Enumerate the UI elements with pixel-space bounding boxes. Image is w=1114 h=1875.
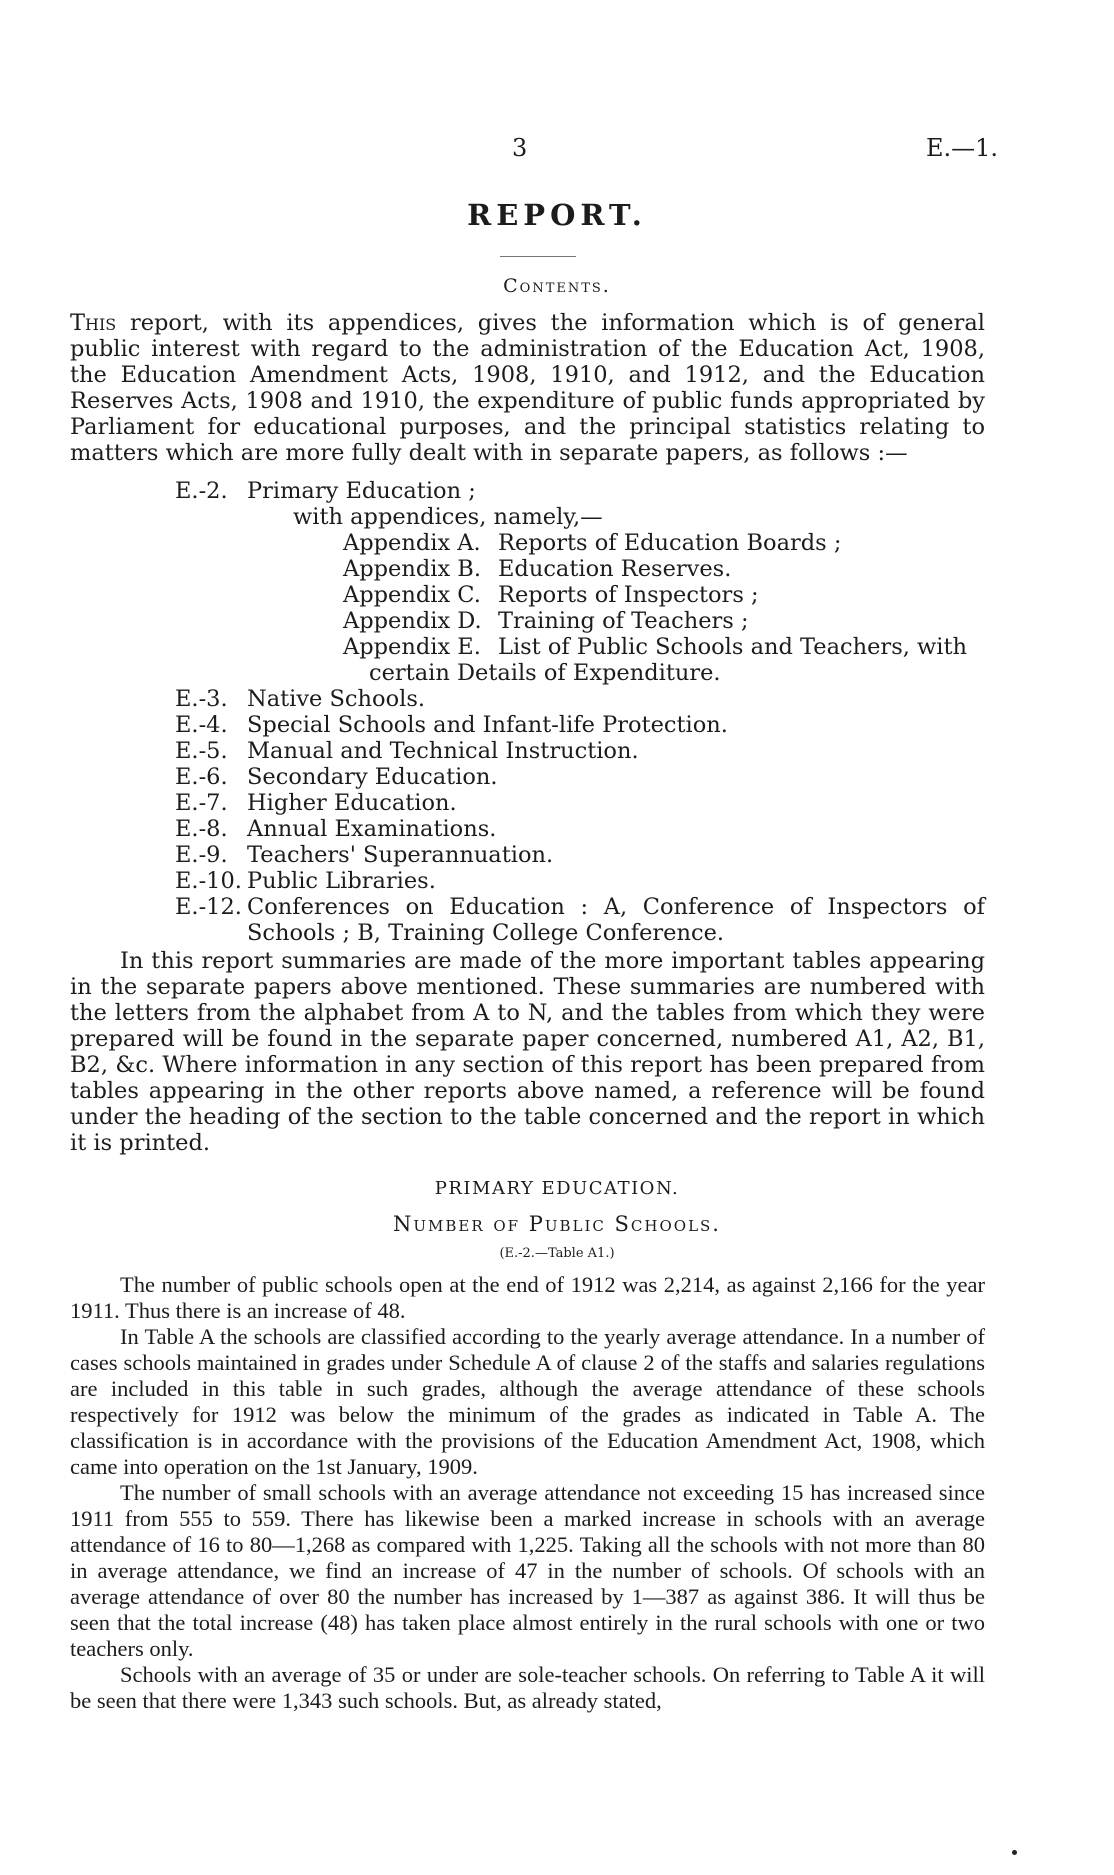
ink-mark (1012, 1850, 1017, 1855)
paper-title: Higher Education. (247, 790, 457, 816)
appendix-item (343, 582, 985, 608)
appendix-label: Appendix E. (343, 634, 481, 660)
primary-education-body (70, 1272, 985, 1714)
paper-title: Public Libraries. (247, 868, 436, 894)
list-item (175, 764, 985, 790)
paper-code: E.-12. (175, 894, 242, 920)
appendix-label: Appendix A. (343, 530, 481, 556)
appendix-continuation: certain Details of Expenditure. (369, 660, 721, 686)
list-item (175, 816, 985, 842)
appendix-label: Appendix D. (343, 608, 482, 634)
paragraph: Schools with an average of 35 or under are sole-teacher schools. On referring to Table A it will be seen that there were 1,343 such schools. But, as already stated, (70, 1662, 985, 1713)
section-heading: PRIMARY EDUCATION. (434, 1178, 680, 1199)
paragraph: In Table A the schools are classified according to the yearly average attendance. In a number of cases schools maintained in grades under Schedule A of clause 2 of the staffs and salaries regulations are included in this table in such grades, although the average attendance of these schools respectively for 1912 was below the minimum of the grades as indicated in Table A. The classification is in accordance with the provisions of the Education Amendment Act, 1908, which came into operation on the 1st January, 1909. (70, 1324, 985, 1479)
appendix-title: Education Reserves. (498, 556, 732, 582)
paper-code: E.-9. (175, 842, 228, 868)
appendix-title: Reports of Education Boards ; (498, 530, 842, 556)
paper-title: Primary Education ; (247, 478, 476, 504)
intro-first-word: This (70, 310, 117, 336)
paper-code: E.-6. (175, 764, 228, 790)
list-item (175, 738, 985, 764)
paper-title: Conferences on Education : A, Conference of Inspectors of (247, 894, 985, 920)
paper-title: Special Schools and Infant-life Protection. (247, 712, 728, 738)
paper-title: Annual Examinations. (247, 816, 497, 842)
page-number: 3 (512, 134, 528, 162)
paper-title: Teachers' Superannuation. (247, 842, 554, 868)
papers-list (175, 686, 985, 946)
list-item (175, 790, 985, 816)
with-appendices-label: with appendices, namely,— (293, 504, 603, 530)
paper-title: Manual and Technical Instruction. (247, 738, 639, 764)
appendix-title: Reports of Inspectors ; (498, 582, 759, 608)
report-title: REPORT. (467, 198, 647, 232)
paper-code: E.-7. (175, 790, 228, 816)
paper-code: E.-2. (175, 478, 228, 504)
list-item (175, 868, 985, 894)
list-item (175, 842, 985, 868)
list-item (175, 478, 476, 504)
intro-paragraph (70, 310, 985, 466)
table-reference: (E.-2.—Table A1.) (499, 1246, 615, 1261)
appendix-label: Appendix B. (343, 556, 481, 582)
intro-text: report, with its appendices, gives the information which is of general public interest with regard to the administration of the Education Act, 1908, the Education Amendment Acts, 1908, 1910, and 1912, and the Education Reserves Acts, 1908 and 1910, the expenditure of public funds appropriated by Parliament for educational purposes, and the principal statistics relating to matters which are more fully dealt with in separate papers, as follows :— (70, 310, 985, 466)
paper-code: E.-8. (175, 816, 228, 842)
appendix-item (343, 556, 985, 582)
paragraph: The number of public schools open at the end of 1912 was 2,214, as against 2,166 for the year 1911. Thus there is an increase of 48. (70, 1272, 985, 1323)
list-item (175, 686, 985, 712)
section-subheading: Number of Public Schools. (393, 1212, 721, 1236)
contents-heading: Contents. (503, 275, 611, 297)
paper-code: E.-5. (175, 738, 228, 764)
title-rule (500, 256, 576, 257)
appendix-title: List of Public Schools and Teachers, with (498, 634, 968, 660)
document-reference: E.—1. (926, 134, 999, 162)
appendix-item (343, 608, 985, 634)
list-item (175, 894, 985, 920)
appendix-item (343, 634, 985, 660)
appendix-title: Training of Teachers ; (498, 608, 749, 634)
paragraph: The number of small schools with an average attendance not exceeding 15 has increased since 1911 from 555 to 559. There has likewise been a marked increase in schools with an average attendance of 16 to 80—1,268 as compared with 1,225. Taking all the schools with not more than 80 in average attendance, we find an increase of 47 in the number of schools. Of schools with an average attendance of over 80 the number has increased by 1—387 as against 386. It will thus be seen that the total increase (48) has taken place almost entirely in the rural schools with one or two teachers only. (70, 1480, 985, 1661)
summaries-paragraph: In this report summaries are made of the more important tables appearing in the separate papers above mentioned. These summaries are numbered with the letters from the alphabet from A to N, and the tables from which they were prepared will be found in the separate paper concerned, numbered A1, A2, B1, B2, &c. Where information in any section of this report has been prepared from tables appearing in the other reports above named, a reference will be found under the heading of the section to the table concerned and the report in which it is printed. (70, 948, 985, 1156)
papers-list-primary (175, 478, 476, 504)
appendix-item (343, 530, 985, 556)
list-item-continuation: Schools ; B, Training College Conference. (247, 920, 725, 946)
appendix-label: Appendix C. (343, 582, 481, 608)
list-item (175, 712, 985, 738)
paper-code: E.-4. (175, 712, 228, 738)
paper-code: E.-3. (175, 686, 228, 712)
paper-title: Native Schools. (247, 686, 426, 712)
paper-title: Secondary Education. (247, 764, 498, 790)
paper-code: E.-10. (175, 868, 242, 894)
